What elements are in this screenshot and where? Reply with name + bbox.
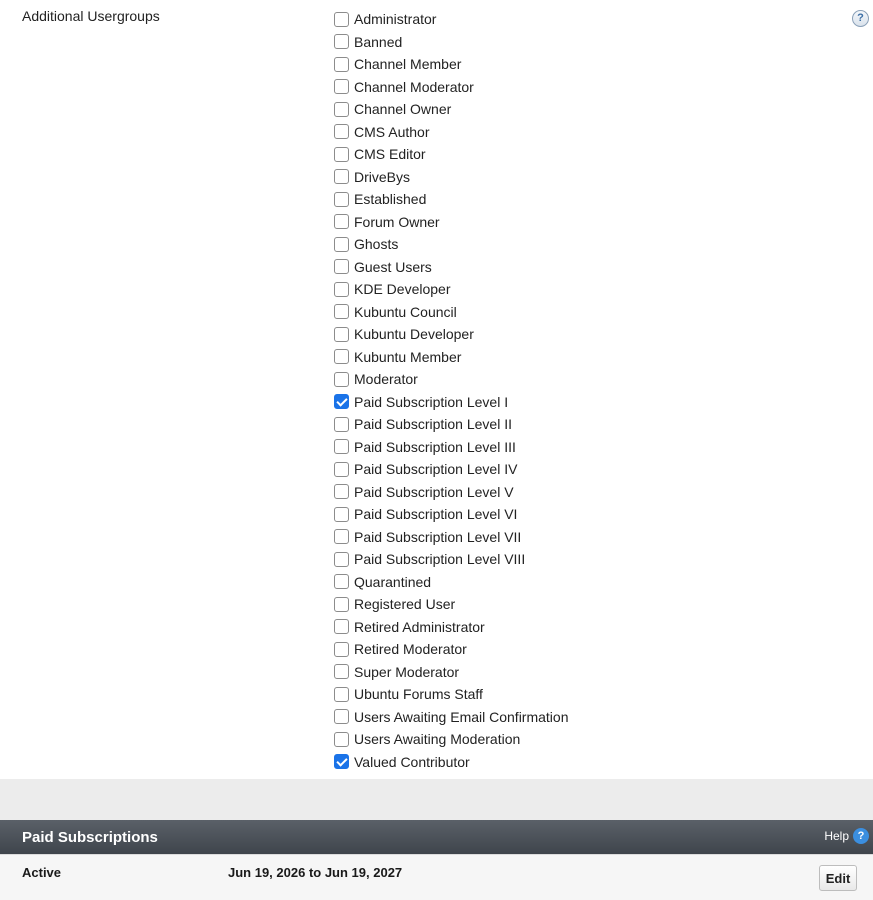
checkbox-unchecked[interactable] bbox=[334, 57, 349, 72]
usergroup-label: Paid Subscription Level IV bbox=[354, 461, 518, 478]
checkbox-unchecked[interactable] bbox=[334, 507, 349, 522]
subscription-dates: Jun 19, 2026 to Jun 19, 2027 bbox=[228, 865, 403, 880]
checkbox-unchecked[interactable] bbox=[334, 664, 349, 679]
usergroup-label: CMS Author bbox=[354, 123, 430, 140]
usergroup-label: CMS Editor bbox=[354, 146, 426, 163]
checkbox-unchecked[interactable] bbox=[334, 304, 349, 319]
usergroup-item[interactable] bbox=[334, 638, 569, 661]
checkbox-unchecked[interactable] bbox=[334, 12, 349, 27]
usergroup-label: Paid Subscription Level I bbox=[354, 393, 509, 410]
checkbox-checked[interactable] bbox=[334, 394, 349, 409]
checkbox-unchecked[interactable] bbox=[334, 529, 349, 544]
usergroup-label: Users Awaiting Moderation bbox=[354, 731, 521, 748]
usergroup-item[interactable] bbox=[334, 391, 569, 414]
usergroup-item[interactable] bbox=[334, 593, 569, 616]
usergroup-label: Retired Moderator bbox=[354, 641, 467, 658]
usergroup-label: Forum Owner bbox=[354, 213, 440, 230]
checkbox-unchecked[interactable] bbox=[334, 484, 349, 499]
checkbox-unchecked[interactable] bbox=[334, 349, 349, 364]
checkbox-unchecked[interactable] bbox=[334, 574, 349, 589]
usergroup-item[interactable] bbox=[334, 166, 569, 189]
usergroup-label: Channel Member bbox=[354, 56, 462, 73]
usergroup-label: Guest Users bbox=[354, 258, 432, 275]
usergroup-label: Ghosts bbox=[354, 236, 399, 253]
checkbox-unchecked[interactable] bbox=[334, 259, 349, 274]
usergroup-item[interactable] bbox=[334, 728, 569, 751]
checkbox-unchecked[interactable] bbox=[334, 282, 349, 297]
usergroup-label: Ubuntu Forums Staff bbox=[354, 686, 483, 703]
usergroup-item[interactable] bbox=[334, 8, 569, 31]
usergroup-label: DriveBys bbox=[354, 168, 411, 185]
help-label[interactable]: Help bbox=[824, 829, 849, 843]
usergroup-item[interactable] bbox=[334, 211, 569, 234]
help-link[interactable] bbox=[824, 828, 869, 844]
usergroup-item[interactable] bbox=[334, 661, 569, 684]
usergroup-label: Valued Contributor bbox=[354, 753, 470, 770]
subscription-row bbox=[0, 854, 873, 900]
checkbox-unchecked[interactable] bbox=[334, 597, 349, 612]
usergroup-item[interactable] bbox=[334, 503, 569, 526]
checkbox-unchecked[interactable] bbox=[334, 124, 349, 139]
usergroup-label: Paid Subscription Level VII bbox=[354, 528, 522, 545]
additional-usergroups-label: Additional Usergroups bbox=[22, 8, 160, 24]
usergroup-item[interactable] bbox=[334, 683, 569, 706]
checkbox-unchecked[interactable] bbox=[334, 237, 349, 252]
usergroup-label: Retired Administrator bbox=[354, 618, 485, 635]
usergroup-label: Paid Subscription Level VI bbox=[354, 506, 518, 523]
checkbox-unchecked[interactable] bbox=[334, 147, 349, 162]
usergroup-item[interactable] bbox=[334, 368, 569, 391]
checkbox-unchecked[interactable] bbox=[334, 552, 349, 567]
edit-button[interactable]: Edit bbox=[819, 865, 857, 891]
checkbox-unchecked[interactable] bbox=[334, 709, 349, 724]
usergroup-item[interactable] bbox=[334, 548, 569, 571]
usergroup-item[interactable] bbox=[334, 616, 569, 639]
checkbox-unchecked[interactable] bbox=[334, 372, 349, 387]
usergroup-label: Channel Moderator bbox=[354, 78, 474, 95]
section-title: Paid Subscriptions bbox=[22, 829, 158, 846]
usergroup-item[interactable] bbox=[334, 233, 569, 256]
usergroup-item[interactable] bbox=[334, 526, 569, 549]
checkbox-unchecked[interactable] bbox=[334, 642, 349, 657]
usergroup-label: Banned bbox=[354, 33, 403, 50]
help-icon[interactable]: ? bbox=[853, 828, 869, 844]
usergroup-item[interactable] bbox=[334, 53, 569, 76]
checkbox-unchecked[interactable] bbox=[334, 439, 349, 454]
usergroup-label: Paid Subscription Level III bbox=[354, 438, 516, 455]
usergroup-item[interactable] bbox=[334, 256, 569, 279]
usergroup-label: Kubuntu Member bbox=[354, 348, 462, 365]
checkbox-checked[interactable] bbox=[334, 754, 349, 769]
checkbox-unchecked[interactable] bbox=[334, 462, 349, 477]
usergroup-item[interactable] bbox=[334, 571, 569, 594]
usergroup-item[interactable] bbox=[334, 323, 569, 346]
usergroup-label: Kubuntu Developer bbox=[354, 326, 474, 343]
usergroup-label: Paid Subscription Level VIII bbox=[354, 551, 526, 568]
usergroup-label: Kubuntu Council bbox=[354, 303, 457, 320]
checkbox-unchecked[interactable] bbox=[334, 169, 349, 184]
subscription-status: Active bbox=[22, 865, 62, 880]
usergroup-item[interactable] bbox=[334, 76, 569, 99]
usergroup-label: Paid Subscription Level V bbox=[354, 483, 514, 500]
checkbox-unchecked[interactable] bbox=[334, 327, 349, 342]
usergroup-item[interactable] bbox=[334, 413, 569, 436]
usergroup-item[interactable] bbox=[334, 458, 569, 481]
paid-subscriptions-header bbox=[0, 820, 873, 854]
usergroup-label: Users Awaiting Email Confirmation bbox=[354, 708, 569, 725]
checkbox-unchecked[interactable] bbox=[334, 34, 349, 49]
usergroup-item[interactable] bbox=[334, 706, 569, 729]
usergroup-item[interactable] bbox=[334, 436, 569, 459]
checkbox-unchecked[interactable] bbox=[334, 687, 349, 702]
usergroup-item[interactable] bbox=[334, 31, 569, 54]
usergroup-item[interactable] bbox=[334, 481, 569, 504]
usergroup-label: Moderator bbox=[354, 371, 418, 388]
usergroup-item[interactable] bbox=[334, 143, 569, 166]
usergroup-item[interactable] bbox=[334, 751, 569, 774]
usergroup-item[interactable] bbox=[334, 346, 569, 369]
usergroup-item[interactable] bbox=[334, 121, 569, 144]
checkbox-unchecked[interactable] bbox=[334, 192, 349, 207]
usergroup-label: Paid Subscription Level II bbox=[354, 416, 512, 433]
usergroup-label: Registered User bbox=[354, 596, 456, 613]
usergroup-label: Established bbox=[354, 191, 427, 208]
checkbox-unchecked[interactable] bbox=[334, 417, 349, 432]
help-icon[interactable]: ? bbox=[852, 10, 869, 27]
usergroup-item[interactable] bbox=[334, 301, 569, 324]
usergroup-label: KDE Developer bbox=[354, 281, 451, 298]
checkbox-unchecked[interactable] bbox=[334, 102, 349, 117]
usergroup-item[interactable] bbox=[334, 98, 569, 121]
checkbox-unchecked[interactable] bbox=[334, 214, 349, 229]
usergroup-label: Administrator bbox=[354, 11, 437, 28]
usergroup-item[interactable] bbox=[334, 188, 569, 211]
checkbox-unchecked[interactable] bbox=[334, 732, 349, 747]
checkbox-unchecked[interactable] bbox=[334, 79, 349, 94]
usergroup-item[interactable] bbox=[334, 278, 569, 301]
usergroup-label: Channel Owner bbox=[354, 101, 452, 118]
usergroup-checkbox-list bbox=[334, 8, 569, 773]
checkbox-unchecked[interactable] bbox=[334, 619, 349, 634]
usergroup-label: Super Moderator bbox=[354, 663, 460, 680]
section-spacer bbox=[0, 779, 873, 820]
usergroup-label: Quarantined bbox=[354, 573, 432, 590]
